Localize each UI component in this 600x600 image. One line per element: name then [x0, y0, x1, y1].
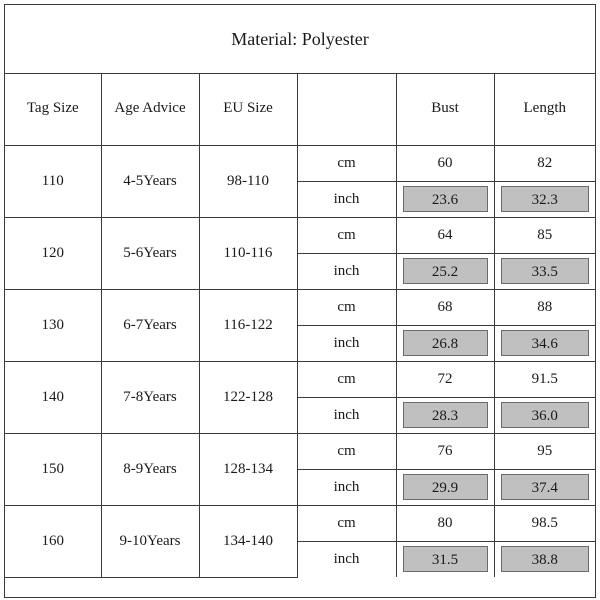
bust-inch-value: 25.2: [403, 258, 488, 284]
size-table: [5, 73, 595, 578]
length-inch-cell: [494, 541, 595, 577]
tag-size-cell: 120: [5, 217, 101, 289]
table-row: [5, 433, 595, 469]
unit-inch-cell: inch: [297, 397, 396, 433]
tag-size-cell: 160: [5, 505, 101, 577]
eu-size-cell: 98-110: [199, 145, 297, 217]
unit-cm-cell: cm: [297, 217, 396, 253]
bust-inch-value: 23.6: [403, 186, 488, 212]
table-row: [5, 361, 595, 397]
bust-inch-value: 29.9: [403, 474, 488, 500]
unit-inch-cell: inch: [297, 541, 396, 577]
unit-inch-cell: inch: [297, 253, 396, 289]
length-cm-cell: 85: [494, 217, 595, 253]
bust-cm-cell: 68: [396, 289, 494, 325]
age-advice-cell: 4-5Years: [101, 145, 199, 217]
unit-inch-cell: inch: [297, 181, 396, 217]
header-unit: [297, 73, 396, 145]
bust-inch-cell: [396, 397, 494, 433]
age-advice-cell: 8-9Years: [101, 433, 199, 505]
header-length: Length: [494, 73, 595, 145]
header-eu-size: EU Size: [199, 73, 297, 145]
bust-inch-value: 31.5: [403, 546, 488, 572]
length-inch-cell: [494, 181, 595, 217]
bust-cm-cell: 72: [396, 361, 494, 397]
length-inch-cell: [494, 325, 595, 361]
bust-cm-cell: 60: [396, 145, 494, 181]
tag-size-cell: 130: [5, 289, 101, 361]
bust-cm-cell: 64: [396, 217, 494, 253]
tag-size-cell: 140: [5, 361, 101, 433]
unit-inch-cell: inch: [297, 469, 396, 505]
age-advice-cell: 9-10Years: [101, 505, 199, 577]
length-inch-cell: [494, 253, 595, 289]
bust-cm-cell: 76: [396, 433, 494, 469]
eu-size-cell: 116-122: [199, 289, 297, 361]
length-cm-cell: 82: [494, 145, 595, 181]
unit-cm-cell: cm: [297, 433, 396, 469]
unit-cm-cell: cm: [297, 289, 396, 325]
tag-size-cell: 150: [5, 433, 101, 505]
header-bust: Bust: [396, 73, 494, 145]
bust-inch-value: 28.3: [403, 402, 488, 428]
unit-cm-cell: cm: [297, 361, 396, 397]
table-row: [5, 145, 595, 181]
bust-inch-cell: [396, 253, 494, 289]
tag-size-cell: 110: [5, 145, 101, 217]
length-inch-cell: [494, 469, 595, 505]
header-row: [5, 73, 595, 145]
size-chart: [4, 4, 596, 598]
unit-cm-cell: cm: [297, 505, 396, 541]
length-cm-cell: 88: [494, 289, 595, 325]
table-row: [5, 289, 595, 325]
table-row: [5, 217, 595, 253]
header-age-advice: Age Advice: [101, 73, 199, 145]
length-inch-value: 38.8: [501, 546, 590, 572]
eu-size-cell: 122-128: [199, 361, 297, 433]
length-inch-value: 32.3: [501, 186, 590, 212]
header-tag-size: Tag Size: [5, 73, 101, 145]
length-inch-value: 34.6: [501, 330, 590, 356]
age-advice-cell: 6-7Years: [101, 289, 199, 361]
table-row: [5, 505, 595, 541]
age-advice-cell: 5-6Years: [101, 217, 199, 289]
unit-inch-cell: inch: [297, 325, 396, 361]
eu-size-cell: 128-134: [199, 433, 297, 505]
chart-title: Material: Polyester: [231, 28, 369, 49]
eu-size-cell: 134-140: [199, 505, 297, 577]
bust-inch-cell: [396, 181, 494, 217]
length-inch-cell: [494, 397, 595, 433]
title-row: [5, 5, 595, 74]
bust-inch-cell: [396, 541, 494, 577]
length-cm-cell: 91.5: [494, 361, 595, 397]
bust-inch-cell: [396, 469, 494, 505]
length-inch-value: 36.0: [501, 402, 590, 428]
length-cm-cell: 98.5: [494, 505, 595, 541]
bust-inch-value: 26.8: [403, 330, 488, 356]
bust-cm-cell: 80: [396, 505, 494, 541]
bust-inch-cell: [396, 325, 494, 361]
age-advice-cell: 7-8Years: [101, 361, 199, 433]
unit-cm-cell: cm: [297, 145, 396, 181]
eu-size-cell: 110-116: [199, 217, 297, 289]
length-inch-value: 33.5: [501, 258, 590, 284]
length-inch-value: 37.4: [501, 474, 590, 500]
length-cm-cell: 95: [494, 433, 595, 469]
